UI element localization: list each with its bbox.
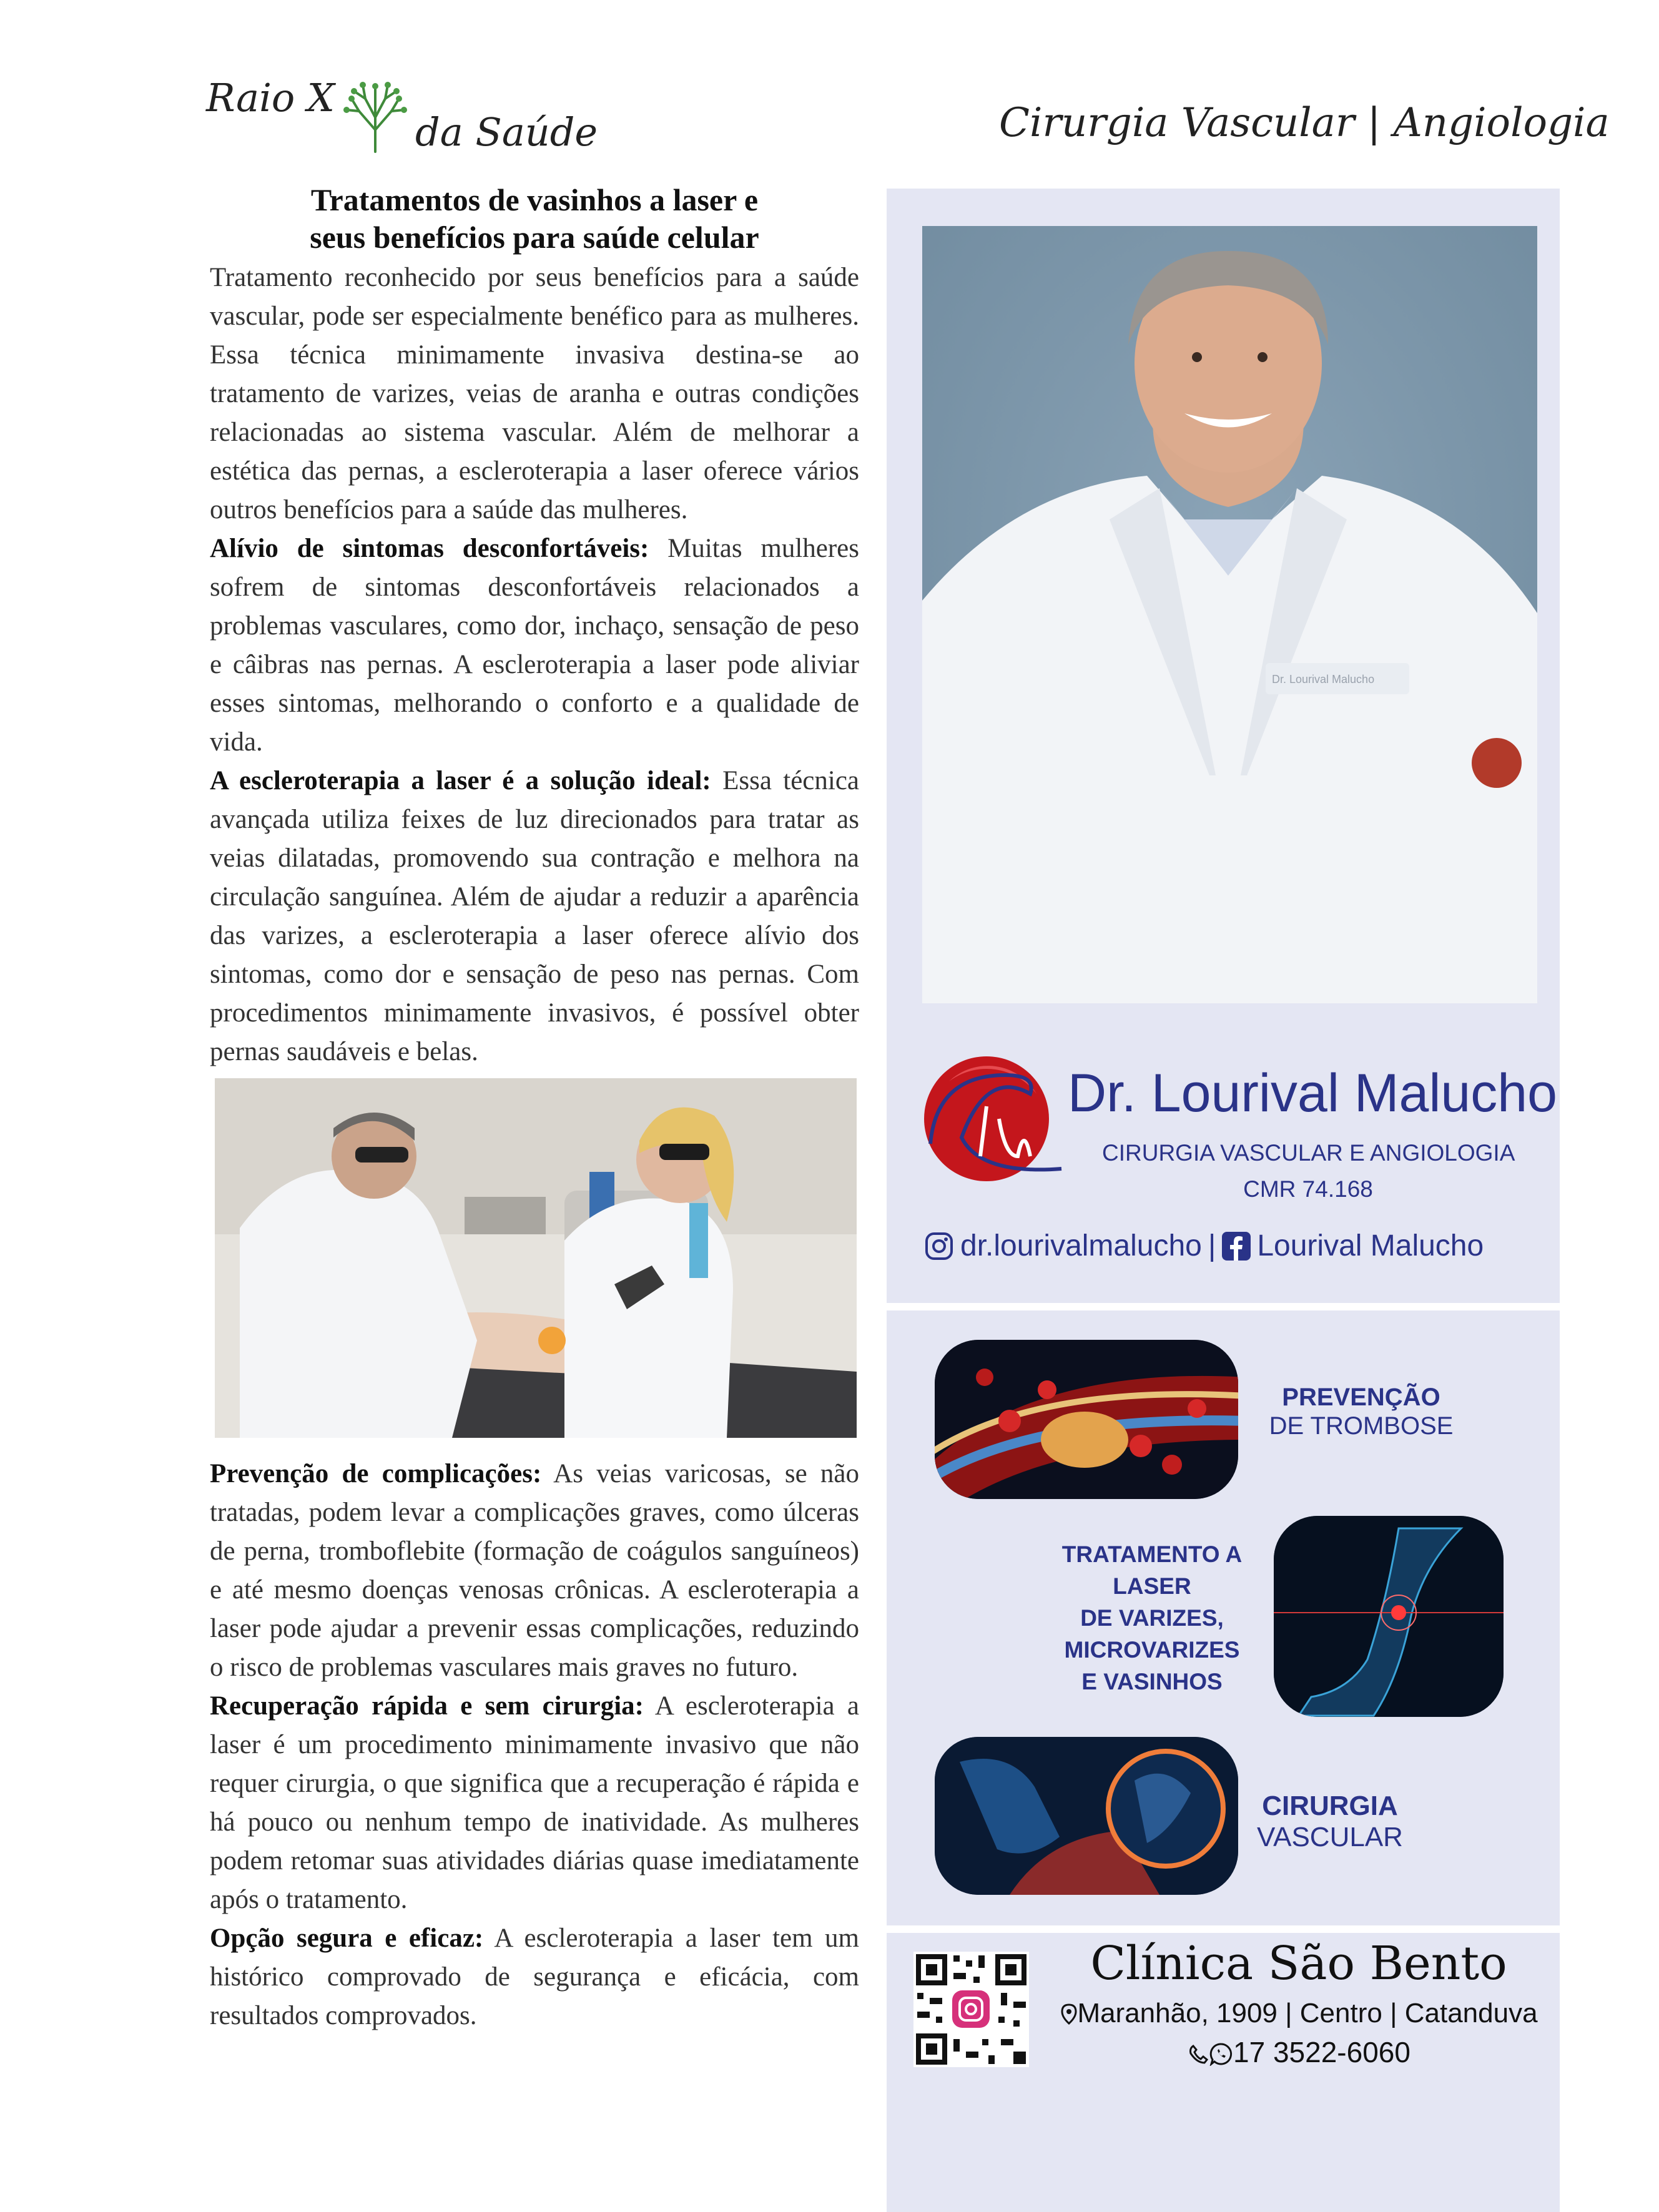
instagram-handle[interactable]: dr.lourivalmalucho [960, 1229, 1202, 1262]
doctor-portrait [922, 226, 1537, 1003]
doctor-specialty: CIRURGIA VASCULAR E ANGIOLOGIA [1102, 1140, 1515, 1166]
location-pin-icon [1061, 2003, 1077, 2025]
brand-name-part2: da Saúde [415, 109, 598, 155]
facebook-icon [1222, 1232, 1251, 1261]
service-prevention-label [1243, 1383, 1480, 1440]
qr-code-icon[interactable] [913, 1952, 1029, 2067]
instagram-icon [924, 1231, 954, 1261]
section-body: Muitas mulheres sofrem de sintomas desconfortáveis relacionados a problemas vasculares, como dor, inchaço, sensação de peso e câibras nas pernas. A escleroterapia a laser pode aliviar esses sintomas, melhorando o conforto e a qualidade de vida. [210, 534, 859, 757]
section-heading: A escleroterapia a laser é a solução ideal: [210, 766, 711, 795]
clinic-address [1040, 1998, 1558, 2029]
clinic-phone-text: 17 3522-6060 [1233, 2036, 1410, 2068]
section-paragraph [210, 1687, 859, 1919]
doctor-name: Dr. Lourival Malucho [1068, 1063, 1557, 1123]
section-body: A escleroterapia a laser tem um histórico comprovado de segurança e eficácia, com resultados comprovados. [210, 1924, 860, 2030]
section-body: As veias varicosas, se não tratadas, podem levar a complicações graves, como úlceras de perna, tromboflebite (formação de coágulos sanguíneos) e até mesmo doenças venosas crônicas. A escleroterapia a laser pode ajudar a prevenir essas complicações, reduzindo o risco de problemas vasculares mais graves no futuro. [210, 1459, 859, 1682]
service-label-line: CIRURGIA [1262, 1791, 1398, 1821]
article-title-line2: seus benefícios para saúde celular [310, 220, 759, 255]
service-label-line: DE VARIZES, [1080, 1605, 1224, 1631]
article-column-bottom [210, 1455, 859, 2035]
clinic-address-text: Maranhão, 1909 | Centro | Catanduva [1077, 1998, 1538, 2028]
laser-leg-image [1274, 1516, 1504, 1717]
service-label-line: E VASINHOS [1081, 1669, 1223, 1694]
service-label-line: VASCULAR [1257, 1822, 1403, 1852]
section-heading: Recuperação rápida e sem cirurgia: [210, 1691, 644, 1721]
service-label-line: TRATAMENTO A [1061, 1541, 1243, 1567]
service-label-line: PREVENÇÃO [1282, 1384, 1440, 1411]
social-separator: | [1208, 1229, 1216, 1262]
section-paragraph [210, 529, 859, 762]
service-label-line: MICROVARIZES [1064, 1637, 1240, 1663]
doctor-crm: CMR 74.168 [1243, 1176, 1373, 1202]
clinic-name: Clínica São Bento [1090, 1937, 1507, 1990]
section-heading: Alívio de sintomas desconfortáveis: [210, 534, 649, 563]
section-paragraph [210, 1919, 859, 2035]
service-laser-label [1036, 1538, 1268, 1698]
thrombosis-image [935, 1340, 1238, 1499]
article-title-line1: Tratamentos de vasinhos a laser e [310, 182, 759, 217]
section-title: Cirurgia Vascular | Angiologia [999, 100, 1610, 146]
coat-name-label: Dr. Lourival Malucho [1272, 673, 1375, 686]
section-heading: Opção segura e eficaz: [210, 1924, 484, 1953]
section-body: A escleroterapia a laser é um procedimento minimamente invasivo que não requer cirurgia, o que significa que a recuperação é rápida e há pouco ou nenhum tempo de inatividade. As mulheres podem retomar suas atividades diárias quase imediatamente após o tratamento. [210, 1691, 860, 1914]
brand-name-part1: Raio X [206, 75, 335, 120]
social-links [924, 1229, 1484, 1263]
section-paragraph [210, 762, 859, 1071]
section-paragraph [210, 1455, 859, 1687]
clinic-phone[interactable] [1040, 2035, 1558, 2069]
article-column-top [210, 258, 859, 1071]
section-body: Essa técnica avançada utiliza feixes de luz direcionados para tratar as veias dilatadas, promovendo sua contração e melhora na circulação sanguínea. Além de ajudar a reduzir a aparência das varizes, a escleroterapia a laser oferece alívio dos sintomas, como dor e sensação de peso nas pernas. Com procedimentos minimamente invasivos, é possível obter pernas saudáveis e belas. [210, 766, 859, 1066]
dr-logo-icon [912, 1050, 1068, 1187]
article-title [210, 181, 859, 256]
whatsapp-icon [1209, 2042, 1233, 2066]
phone-icon [1188, 2043, 1209, 2065]
service-surgery-label [1236, 1791, 1424, 1853]
service-label-line: DE TROMBOSE [1269, 1412, 1454, 1440]
intro-paragraph: Tratamento reconhecido por seus benefícios para a saúde vascular, pode ser especialmente benéfico para as mulheres. Essa técnica minimamente invasiva destina-se ao tratamento de varizes, veias de aranha e outras condições relacionadas ao sistema vascular. Além de melhorar a estética das pernas, a escleroterapia a laser oferece vários outros benefícios para a saúde das mulheres. [210, 263, 859, 524]
treatment-photo [215, 1078, 857, 1438]
section-heading: Prevenção de complicações: [210, 1459, 542, 1488]
facebook-name[interactable]: Lourival Malucho [1257, 1229, 1484, 1262]
service-label-line: LASER [1113, 1573, 1191, 1599]
tree-logo-icon [340, 80, 410, 155]
vascular-surgery-image [935, 1737, 1238, 1895]
